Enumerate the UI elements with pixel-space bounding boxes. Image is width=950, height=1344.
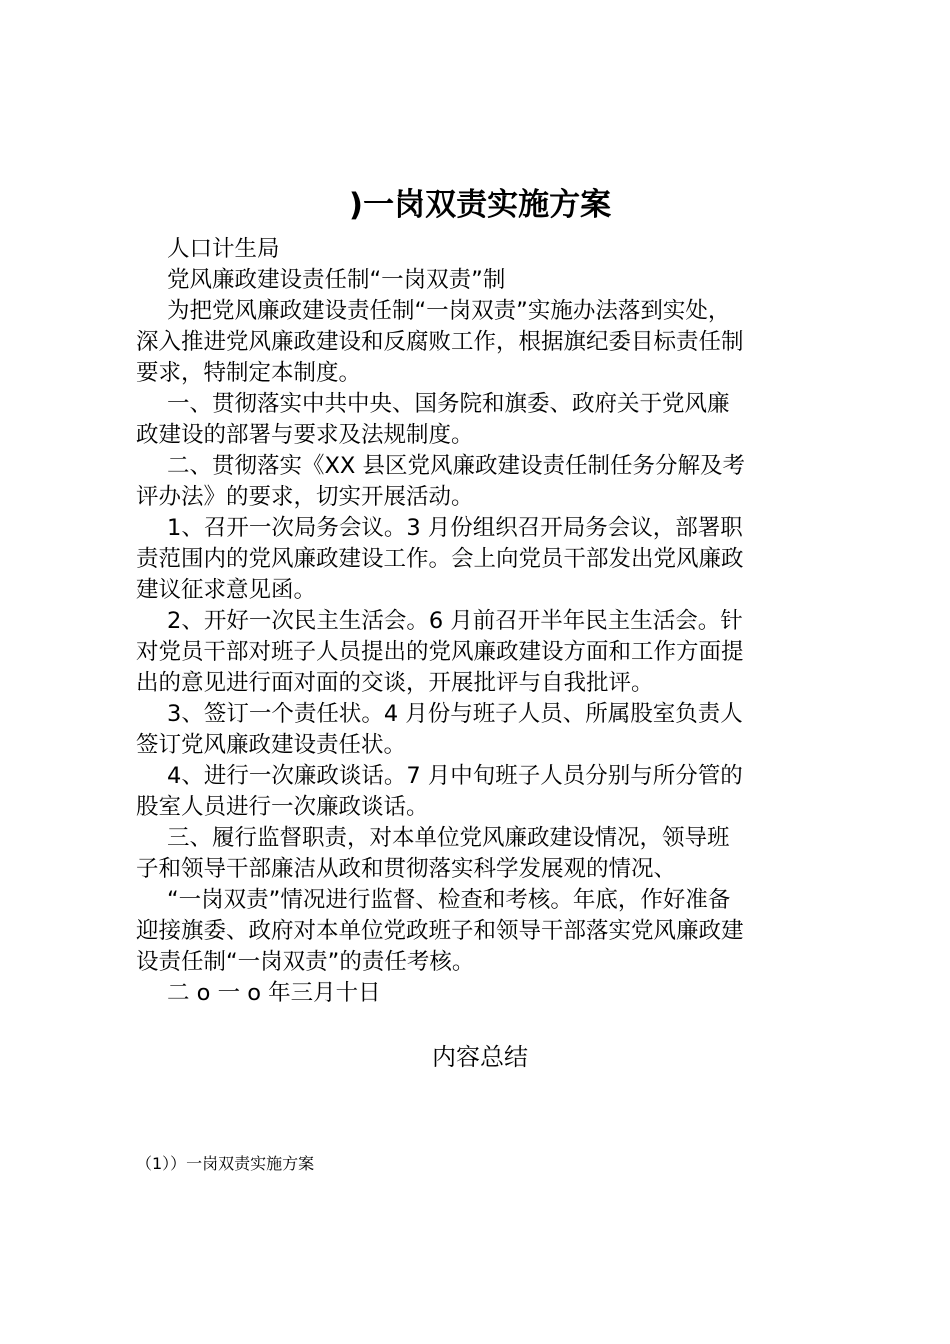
body-line: 设责任制“一岗双责”的责任考核。 (136, 949, 475, 975)
body-line: 迎接旗委、政府对本单位党政班子和领导干部落实党风廉政建 (136, 918, 744, 944)
body-line: 签订党风廉政建设责任状。 (136, 732, 407, 758)
summary-heading: 内容总结 (432, 1043, 528, 1071)
document-body (136, 234, 826, 1009)
body-line: 4、进行一次廉政谈话。7 月中旬班子人员分别与所分管的 (167, 763, 743, 789)
document-date: 二 o 一 o 年三月十日 (167, 980, 381, 1006)
body-line: 评办法》的要求，切实开展活动。 (136, 484, 474, 510)
summary-item: （1））一岗双责实施方案 (136, 1154, 315, 1173)
body-line: 政建设的部署与要求及法规制度。 (136, 422, 474, 448)
body-line: 出的意见进行面对面的交谈，开展批评与自我批评。 (136, 670, 654, 696)
body-line: 人口计生局 (167, 236, 280, 262)
body-line: 一、贯彻落实中共中央、国务院和旗委、政府关于党风廉 (167, 391, 730, 417)
body-line: 二、贯彻落实《XX 县区党风廉政建设责任制任务分解及考 (167, 453, 745, 479)
document-title: )一岗双责实施方案 (348, 187, 612, 223)
body-line: 三、履行监督职责，对本单位党风廉政建设情况，领导班 (167, 825, 730, 851)
body-line: “一岗双责”情况进行监督、检查和考核。年底，作好准备 (167, 887, 731, 913)
body-line: 股室人员进行一次廉政谈话。 (136, 794, 429, 820)
body-line: 1、召开一次局务会议。3 月份组织召开局务会议，部署职 (167, 515, 743, 541)
body-line: 3、签订一个责任状。4 月份与班子人员、所属股室负责人 (167, 701, 743, 727)
body-line: 对党员干部对班子人员提出的党风廉政建设方面和工作方面提 (136, 639, 744, 665)
body-line: 要求，特制定本制度。 (136, 360, 362, 386)
body-line: 深入推进党风廉政建设和反腐败工作，根据旗纪委目标责任制 (136, 329, 744, 355)
body-line: 子和领导干部廉洁从政和贯彻落实科学发展观的情况、 (136, 856, 677, 882)
body-line: 为把党风廉政建设责任制“一岗双责”实施办法落到实处， (167, 298, 731, 324)
body-line: 建议征求意见函。 (136, 577, 317, 603)
body-line: 2、开好一次民主生活会。6 月前召开半年民主生活会。针 (167, 608, 743, 634)
body-line: 责范围内的党风廉政建设工作。会上向党员干部发出党风廉政 (136, 546, 744, 572)
body-line: 党风廉政建设责任制“一岗双责”制 (167, 267, 506, 293)
